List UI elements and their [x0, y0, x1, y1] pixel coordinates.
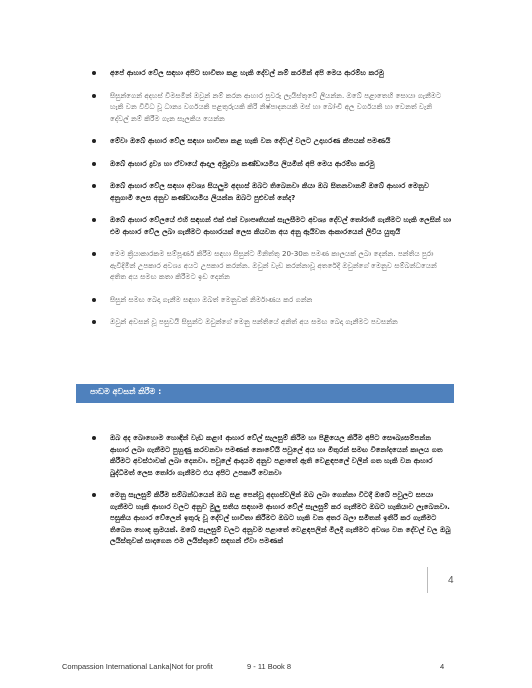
- section-header-bar: [76, 384, 454, 403]
- list-item: ඔබේ ආහාර වේලයේ එහි සඳහන් එක් එක් ව්‍යාපෘතියක් සැලසීමට අවශ්‍ය දේවල් තෝරාගී ගැනීමට හැකි ලෙසින් හා එම ආහාර වේල ලබා ගැනීමට ආහාරයක් ලෙස කියවන අය අනු ඇයිවන ආකාරයෙන් ලිවිය යුතුයි: [92, 214, 452, 237]
- list-item: අපේ ආහාර වේල සඳහා අපිට භාවිතා කළ හැකි දේවල් නම් කරමින් අපි මෙය ආරම්භ කරමු: [92, 67, 452, 79]
- page-number-box: [427, 567, 454, 593]
- footer-organization: Compassion International Lanka|Not for profit: [62, 662, 213, 671]
- list-item: ඔවුන් අවසන් වූ පසුවයි සිසුන්ට ඔවුන්ගේ මෙනු පන්තියේ අනිත් අය සමඟ බෙදා ගැනීමට පවසන්න: [92, 316, 452, 328]
- bullet-list-bottom: [92, 432, 452, 558]
- footer-book: 9 - 11 Book 8: [247, 662, 292, 671]
- page-number: 4: [448, 575, 454, 586]
- list-item: මේවා ඔබේ ආහාර වේල සඳහා භාවිතා කළ හැකි වන දේවල් වලට උදාහරණ කීපයක් පමණයි: [92, 135, 452, 147]
- list-item: ඔබ අද බොහොම හොඳින් වැඩ කළා! ආහාර වේල් සැලසුම් කිරීම හා පිළියෙල කිරීම අපිට සෞඛ්‍යසම්පන්න ආහාර ලබා ගැනීමට පුහුණු කරවනවා පමණක් නොවේයි පවුලේ අය හා මිතුරන් සමඟ විනෝදයෙන් කාලය ගත කිරීමට අවස්ථාවක් ලබා දෙනවා. පවුලේ ආදායම අනුව පළාතේ ඇති වෙළඳපලේ වලින් ගත හැකි වන ආහාර බුද්ධිමත් ලෙස තෝරා ගැනීමට එය අපිට උපකාරී වෙනවා: [92, 432, 452, 478]
- list-item: ඔබේ ආහාර වේල සඳහා අවශ්‍ය සියලුම අදහස් ඔබට තිබෙනවා කියා ඔබ සිතනවානම් ඔබේ ආහාර මෙනුව අනුගාමී ලෙස අනුව කණ්ඩායමිය ලියන්න ඔබට පුළුවන් නේද?: [92, 180, 452, 203]
- list-item: මෙනු සැලසුම් කිරීම සම්බන්ධයෙන් ඔබ සළ පෙන්වූ අදහස්වලින් ඔබ ලබා ගෙන්නා විටදී ඔබේ පවුලට සපයා ගැනීමට හැකි ආහාර වලට අනුව මුලු සතිය සඳහාම ආහාර වේල් සැලසුම් කර ගැනීමට ඔබට හැකියාව ලැබෙනවා. පසුකිය ආහාර වේලෙන් ඉතුරු වූ දේවල් භාවිතා කිරීමට ඔබට හැකි වන අතර බලා සමිතන් ඉතිරි කර ගැනීමට තිබෙන හොඳ ක්‍රමයක්. ඔබේ සැලසුම් වලට අනුවම පළාතේ වෙළඳපලින් මිලදී ගැනීමට අවශ්‍ය වන දේවල් වල ඔබු ලයිස්තුවක් සාදාගෙන එම ලයිස්තුවේ සඳහන් ඒවා පමණක්: [92, 489, 452, 547]
- list-item: සිසුන් සමඟ බෙදා ගැනීම සඳහා ඔබත් මෙනුවක් නිර්මාණය කර ගන්න: [92, 294, 452, 306]
- footer-page-number: 4: [440, 662, 445, 671]
- bullet-list-top: [92, 67, 452, 339]
- list-item: මෙම ක්‍රියාකාරකම සම්පූර්ණ කිරීම සඳහා සිසුන්ට මිනිත්තු 20-30ක පමණ කාලයක් ලබා දෙන්න. පන්තිය පුරා ඇවිදිමින් උපකාර අවශ්‍ය අයට උපකාර කරන්න. ඔවුන් වැඩ කරන්නාවූ අතරේදී ඔවුන්ගේ මෙනුව සම්බන්ධයෙන් අතිත අය සමඟ කතා කිරීමට ඉඩ දෙන්න: [92, 248, 452, 283]
- list-item: ඔබේ ආහාර ද්‍රව්‍ය හා ඒවායේ ආදාල අමුද්‍රව්‍ය කණ්ඩායමිය ලියමින් අපි මෙය ආරම්භ කරමු: [92, 158, 452, 170]
- list-item: සිසුන්ගෙන් අදහස් විමසමින් ඔවුන් නම් කරන ආහාර පුවරු ලැයිස්තුවේ ලියන්න. ඔබේ පළාතෙහි සොයා ගැනීමට හැකි වන විවිධ වූ ධාන්‍ය වර්ගයකි පළතුරුයකි කිරි නිෂ්පාදනයකි මස් හා බෝංචි අල වර්ගයකි හා වෙනත් වැනි දේවල් නම් කිරීම ගැන සැලකිය යෙන්න: [92, 90, 452, 125]
- section-title: පාඩම අවසන් කිරීම :: [90, 387, 162, 396]
